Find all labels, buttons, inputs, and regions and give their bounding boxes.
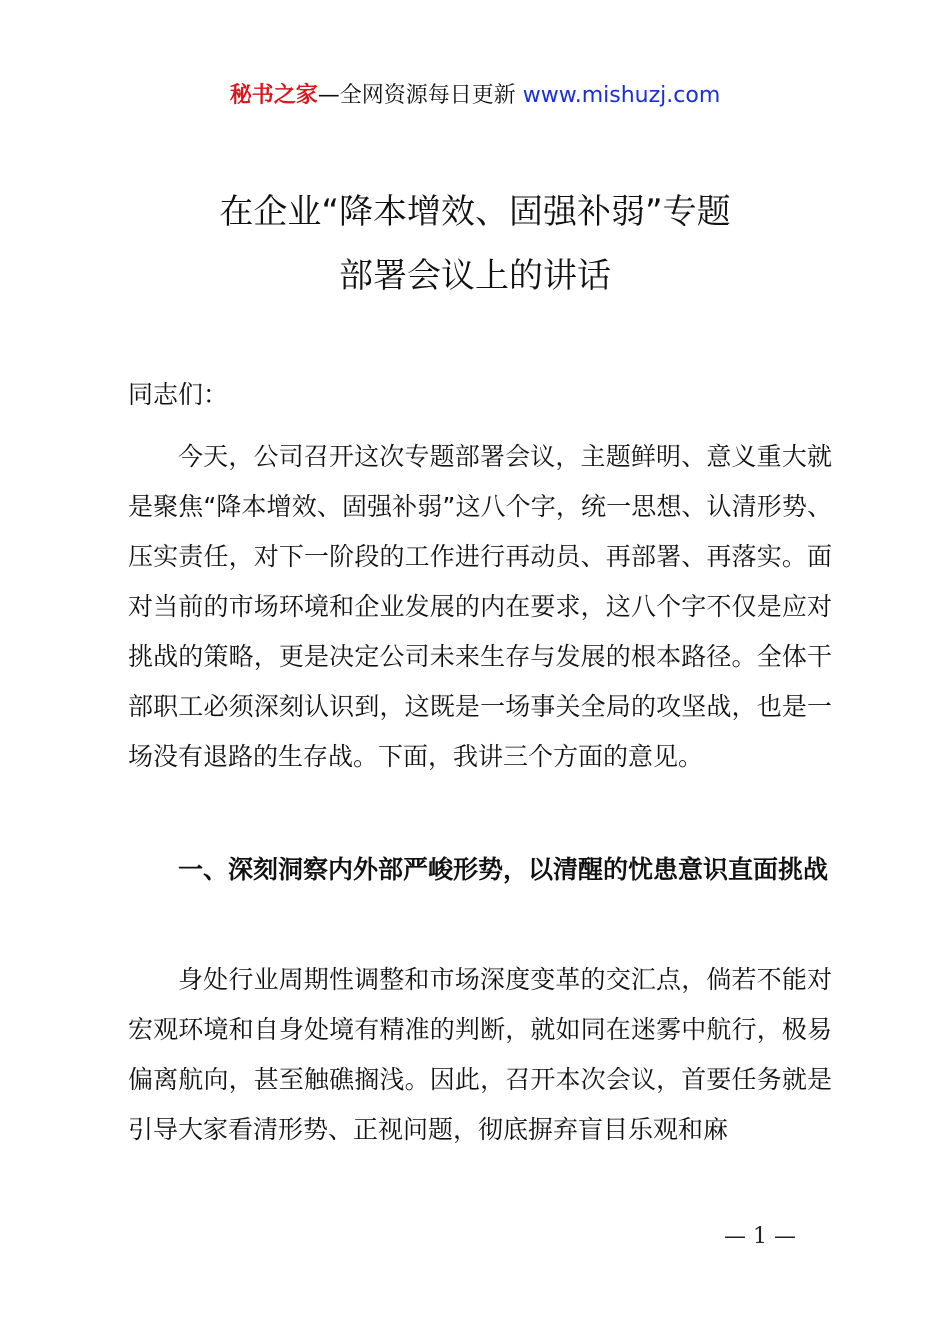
title-line-2: 部署会议上的讲话 [339, 256, 611, 296]
site-header [0, 80, 950, 112]
title-line-1: 在企业“降本增效、固强补弱”专题 [219, 192, 731, 232]
section-heading-1: 一、深刻洞察内外部严峻形势，以清醒的忧患意识直面挑战 [178, 855, 829, 884]
site-brand: 秘书之家 [229, 83, 318, 108]
site-url-link[interactable]: www.mishuzj.com [522, 83, 721, 108]
document-title [0, 180, 950, 308]
paragraph-intro: 今天，公司召开这次专题部署会议，主题鲜明、意义重大就是聚焦“降本增效、固强补弱”这八个字，统一思想、认清形势、压实责任，对下一阶段的工作进行再动员、再部署、再落实。面对当前的市场环境和企业发展的内在要求，这八个字不仅是应对挑战的策略，更是决定公司未来生存与发展的根本路径。全体干部职工必须深刻认识到，这既是一场事关全局的攻坚战，也是一场没有退路的生存战。下面，我讲三个方面的意见。 [128, 442, 832, 771]
salutation: 同志们： [128, 380, 229, 409]
paragraph-section-1: 身处行业周期性调整和市场深度变革的交汇点，倘若不能对宏观环境和自身处境有精准的判断，就如同在迷雾中航行，极易偏离航向，甚至触礁搁浅。因此，召开本次会议，首要任务就是引导大家看清形势、正视问题，彻底摒弃盲目乐观和麻 [128, 965, 832, 1144]
site-tagline: —全网资源每日更新 [317, 83, 523, 108]
page-number: — 1 — [724, 1224, 796, 1249]
